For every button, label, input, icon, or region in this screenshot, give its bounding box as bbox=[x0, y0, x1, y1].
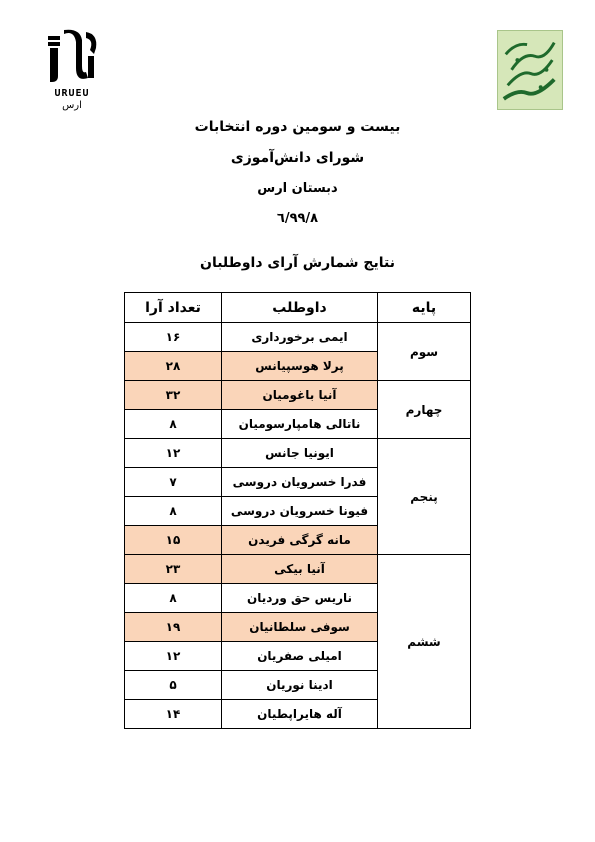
vote-count-cell: ۸ bbox=[125, 584, 222, 613]
candidate-name-cell: آنیا بیکی bbox=[222, 555, 378, 584]
school-excellence-logo bbox=[497, 30, 563, 110]
vote-count-cell: ۲۸ bbox=[125, 352, 222, 381]
candidate-name-cell: ناریس حق وردیان bbox=[222, 584, 378, 613]
grade-cell: چهارم bbox=[378, 381, 471, 439]
candidate-name-cell: آله هایراپطیان bbox=[222, 700, 378, 729]
candidate-name-cell: ادینا نوریان bbox=[222, 671, 378, 700]
candidate-name-cell: آنیا باغومیان bbox=[222, 381, 378, 410]
election-date: ۹۹/۸/٦ bbox=[276, 211, 319, 226]
vote-count-cell: ۱۲ bbox=[125, 439, 222, 468]
grade-column-header: پایه bbox=[378, 293, 471, 323]
candidate-name-cell: ایونیا جانس bbox=[222, 439, 378, 468]
grade-cell: سوم bbox=[378, 323, 471, 381]
candidate-name-cell: فدرا خسرویان دروسی bbox=[222, 468, 378, 497]
vote-count-cell: ۳۲ bbox=[125, 381, 222, 410]
candidate-name-cell: امیلی صفریان bbox=[222, 642, 378, 671]
school-logo bbox=[42, 28, 102, 110]
school-name: دبستان ارس bbox=[257, 181, 338, 196]
candidate-name-cell: سوفی سلطانیان bbox=[222, 613, 378, 642]
grade-cell: ششم bbox=[378, 555, 471, 729]
vote-count-cell: ۱۴ bbox=[125, 700, 222, 729]
candidate-column-header: داوطلب bbox=[222, 293, 378, 323]
candidate-name-cell: پرلا هوسپیانس bbox=[222, 352, 378, 381]
votes-column-header: تعداد آرا bbox=[125, 293, 222, 323]
vote-count-cell: ۱۲ bbox=[125, 642, 222, 671]
vote-count-cell: ۵ bbox=[125, 671, 222, 700]
table-row bbox=[125, 439, 471, 468]
vote-count-cell: ۱۶ bbox=[125, 323, 222, 352]
table-row bbox=[125, 555, 471, 584]
council-title: شورای دانش‌آموزی bbox=[230, 150, 365, 166]
logo-wordmark: URUEU bbox=[54, 88, 90, 99]
vote-count-cell: ۲۳ bbox=[125, 555, 222, 584]
candidate-name-cell: مانه گرگی فریدن bbox=[222, 526, 378, 555]
table-row bbox=[125, 381, 471, 410]
election-title: بیست و سومین دوره انتخابات bbox=[194, 119, 401, 135]
vote-count-cell: ۸ bbox=[125, 497, 222, 526]
candidate-name-cell: ایمی برخورداری bbox=[222, 323, 378, 352]
vote-count-cell: ۱۹ bbox=[125, 613, 222, 642]
vote-results-table bbox=[124, 292, 471, 729]
vote-count-cell: ۷ bbox=[125, 468, 222, 497]
vote-count-cell: ۱۵ bbox=[125, 526, 222, 555]
grade-cell: پنجم bbox=[378, 439, 471, 555]
calligraphy-emblem-icon bbox=[498, 31, 562, 109]
logo-wordmark-persian: ارس bbox=[62, 100, 82, 111]
table-title: نتایج شمارش آرای داوطلبان bbox=[200, 255, 395, 271]
school-monogram-icon bbox=[42, 28, 102, 86]
candidate-name-cell: فیونا خسرویان دروسی bbox=[222, 497, 378, 526]
table-body bbox=[125, 323, 471, 729]
vote-count-cell: ۸ bbox=[125, 410, 222, 439]
candidate-name-cell: ناتالی هامپارسومیان bbox=[222, 410, 378, 439]
table-row bbox=[125, 323, 471, 352]
table-header-row bbox=[125, 293, 471, 323]
